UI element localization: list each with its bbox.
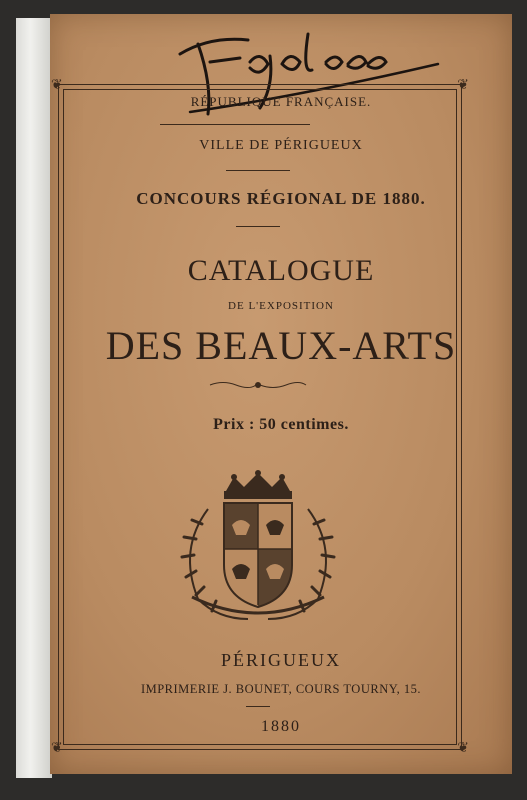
coat-of-arms-emblem [168, 469, 348, 629]
beaux-arts-title: DES BEAUX-ARTS [105, 323, 457, 368]
catalogue-cover [50, 14, 512, 774]
flourish-ornament [208, 378, 308, 392]
concours-heading: CONCOURS RÉGIONAL DE 1880. [136, 189, 426, 208]
corner-ornament-bottom-right: ❦ [457, 741, 469, 756]
city-name: PÉRIGUEUX [221, 650, 341, 670]
divider-republique [160, 124, 310, 125]
price-label: Prix : 50 centimes. [213, 416, 349, 433]
ville-heading: VILLE DE PÉRIGUEUX [199, 138, 363, 153]
corner-ornament-top-right: ❦ [457, 78, 469, 93]
corner-ornament-top-left: ❦ [51, 78, 63, 93]
divider-year [246, 706, 270, 707]
printer-line: IMPRIMERIE J. BOUNET, COURS TOURNY, 15. [140, 682, 422, 696]
year-label: 1880 [261, 718, 301, 735]
divider-ville [226, 170, 290, 171]
republique-heading: RÉPUBLIQUE FRANÇAISE. [190, 94, 372, 109]
binding-spine [16, 18, 52, 778]
catalogue-title: CATALOGUE [187, 254, 375, 287]
corner-ornament-bottom-left: ❦ [51, 741, 63, 756]
divider-concours [236, 226, 280, 227]
exposition-subtitle: DE L'EXPOSITION [228, 300, 334, 312]
